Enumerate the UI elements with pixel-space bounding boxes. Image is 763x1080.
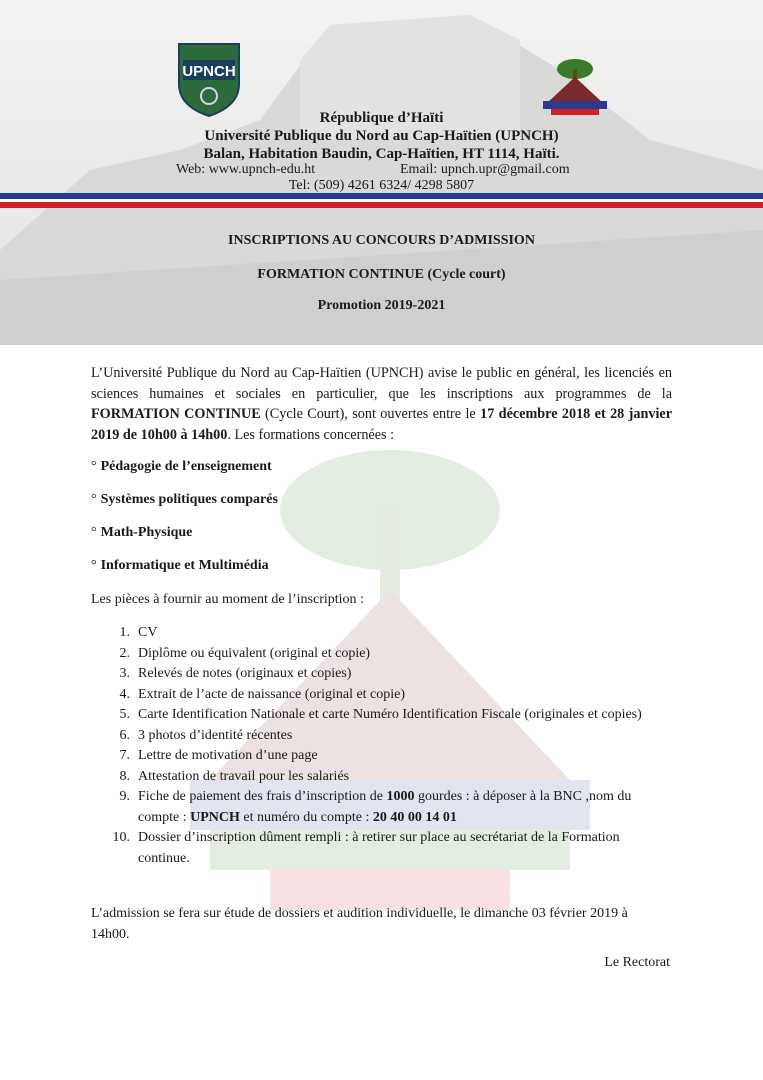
signature: Le Rectorat [604,955,670,970]
letterhead-address: Balan, Habitation Baudin, Cap-Haïtien, HT 1114, Haïti. [203,146,560,162]
letterhead-email: Email: upnch.upr@gmail.com [400,162,570,177]
list-number: 2. [119,645,130,661]
list-number: 3. [119,666,130,681]
intro-paragraph [91,363,672,445]
list-number: 1. [119,625,130,640]
formation-item [91,459,272,475]
list-text: Relevés de notes (originaux et copies) [138,666,352,681]
list-number: 10. [112,830,130,845]
flag-bar-red [0,202,763,208]
list-number: 9. [119,789,130,804]
list-text: Carte Identification Nationale et carte Numéro Identification Fiscale (originales et copies) [138,707,642,722]
intro-text-2: (Cycle Court), sont ouvertes entre le [260,406,481,422]
list-item [108,685,668,706]
list-item [108,787,668,828]
list-number: 6. [119,727,130,743]
list-item [108,726,668,747]
list-item [108,767,668,788]
list-text: Fiche de paiement des frais d’inscription de [138,789,387,804]
upnch-logo-text: UPNCH [182,63,236,80]
list-text: 3 photos d’identité récentes [138,727,293,743]
intro-bold-dates: 17 décembre 2018 et 28 janvier 2019 de 10h00 à 14h00 [91,406,672,443]
fee-amount: 1000 [386,789,415,804]
list-item [108,705,668,726]
bullet-icon: ° [91,492,97,507]
list-number: 7. [119,748,130,763]
list-item [108,623,668,644]
letterhead-university: Université Publique du Nord au Cap-Haïtien (UPNCH) [204,128,559,144]
upnch-logo [175,40,243,118]
list-item [108,746,668,767]
account-number: 20 40 00 14 01 [372,809,457,825]
intro-text-3: . Les formations concernées : [227,426,395,443]
list-text: Attestation de travail pour les salariés [138,768,350,784]
required-documents-list [108,623,668,869]
list-text: Extrait de l’acte de naissance (original et copie) [138,686,406,702]
list-text: Diplôme ou équivalent (original et copie) [138,645,371,661]
list-number: 8. [119,768,130,784]
list-item [108,664,668,685]
formation-item [91,492,278,508]
letterhead-web: Web: www.upnch-edu.ht [176,162,316,177]
closing-paragraph: L’admission se fera sur étude de dossiers et audition individuelle, le dimanche 03 février 2019 à 14h00. [91,906,628,942]
list-item [108,644,668,665]
list-text: CV [138,625,158,640]
account-name: UPNCH [190,809,240,825]
list-number: 4. [119,686,130,702]
notice-promotion: Promotion 2019-2021 [317,298,446,313]
list-text: et numéro du compte : [239,809,373,825]
bullet-icon: ° [91,558,97,573]
intro-text-1: L’Université Publique du Nord au Cap-Haïtien (UPNCH) avise le public en général, les licenciés en sciences humaines et sociales en particulier, que les inscriptions aux programmes de la [91,365,672,402]
formation-item [91,558,269,574]
formation-label: Pédagogie de l’enseignement [100,459,272,474]
list-text: Lettre de motivation d’une page [138,748,318,763]
letterhead-republic: République d’Haïti [319,110,444,126]
list-number: 5. [119,707,130,722]
required-documents-label: Les pièces à fournir au moment de l’inscription : [91,592,364,607]
list-text: Dossier d’inscription dûment rempli : à retirer sur place au secrétariat de la Formation continue. [138,830,620,866]
citadel-photo-backdrop [0,0,763,345]
intro-bold-program: FORMATION CONTINUE [91,406,261,422]
formation-item [91,525,192,541]
bullet-icon: ° [91,525,97,540]
header-backdrop [0,0,763,345]
list-item [108,828,668,869]
letterhead-tel: Tel: (509) 4261 6324/ 4298 5807 [288,178,475,193]
formation-label: Math-Physique [100,525,193,540]
formation-label: Systèmes politiques comparés [100,492,278,507]
notice-title: INSCRIPTIONS AU CONCOURS D’ADMISSION [228,233,535,248]
list-text: gourdes : à déposer à la BNC ,nom du compte : [138,789,632,825]
formation-label: Informatique et Multimédia [100,558,269,573]
notice-subtitle: FORMATION CONTINUE (Cycle court) [257,267,506,282]
bullet-icon: ° [91,459,97,474]
